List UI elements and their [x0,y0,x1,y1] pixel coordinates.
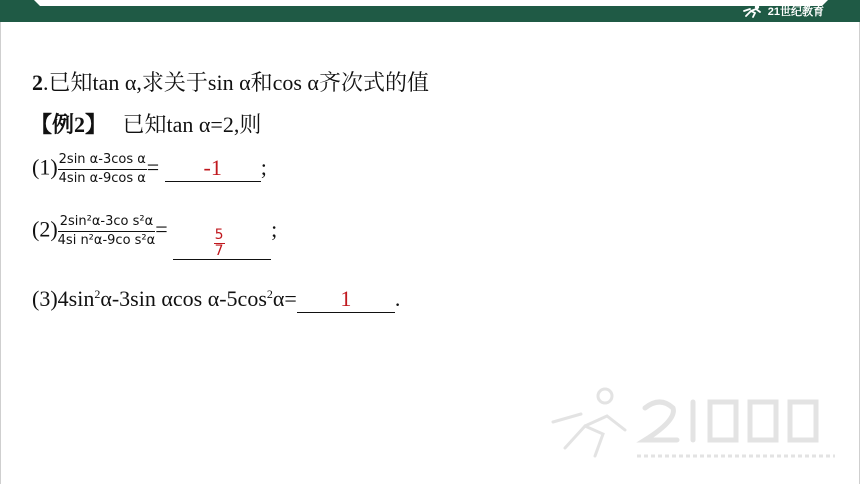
q1-answer: -1 [203,154,222,180]
q2-end: ; [271,216,278,242]
q3-pre: (3)4sin [32,286,95,311]
q3-answer-blank [297,286,395,313]
heading-text: .已知tan α,求关于sin α和cos α齐次式的值 [43,70,429,95]
q2-numerator: 2sin²α-3co s²α [58,214,156,232]
runner-icon [742,4,764,18]
q3-end: . [394,286,401,311]
top-bar-notch [34,0,828,6]
left-border [0,22,1,484]
q2-equals: = [155,216,168,242]
q1-equals: = [146,154,160,180]
question-2 [32,214,277,258]
q1-numerator: 2sin α-3cos α [58,152,147,170]
q2-fraction [58,214,156,249]
q1-fraction [58,152,147,187]
watermark-logo [545,378,845,468]
question-1 [32,152,267,187]
q2-denominator: 4si n²α-9co s²α [57,233,156,248]
q3-answer: 1 [340,286,352,311]
example-tag: 【例2】 [30,112,108,137]
q2-answer-numerator: 5 [214,226,224,243]
q3-mid1: α-3sin αcos α-5cos [100,286,267,311]
q2-answer [214,228,225,259]
example-text: 已知tan α=2,则 [122,112,262,137]
section-heading [32,66,429,97]
q3-sup1: 2 [94,287,101,301]
brand-logo [742,2,824,20]
question-3 [32,286,400,313]
heading-number: 2 [32,70,43,95]
q3-sup2: 2 [266,287,273,301]
q1-denominator: 4sin α-9cos α [58,171,146,186]
q2-label: (2) [32,216,58,242]
q2-answer-blank [173,219,271,260]
q1-label: (1) [32,154,58,180]
q1-answer-blank [165,155,261,182]
q3-mid2: α= [272,286,297,311]
brand-text: 21世纪教育 [767,6,824,18]
q1-end: ; [260,154,267,180]
q2-answer-denominator: 7 [214,242,224,259]
example-line [30,108,261,139]
